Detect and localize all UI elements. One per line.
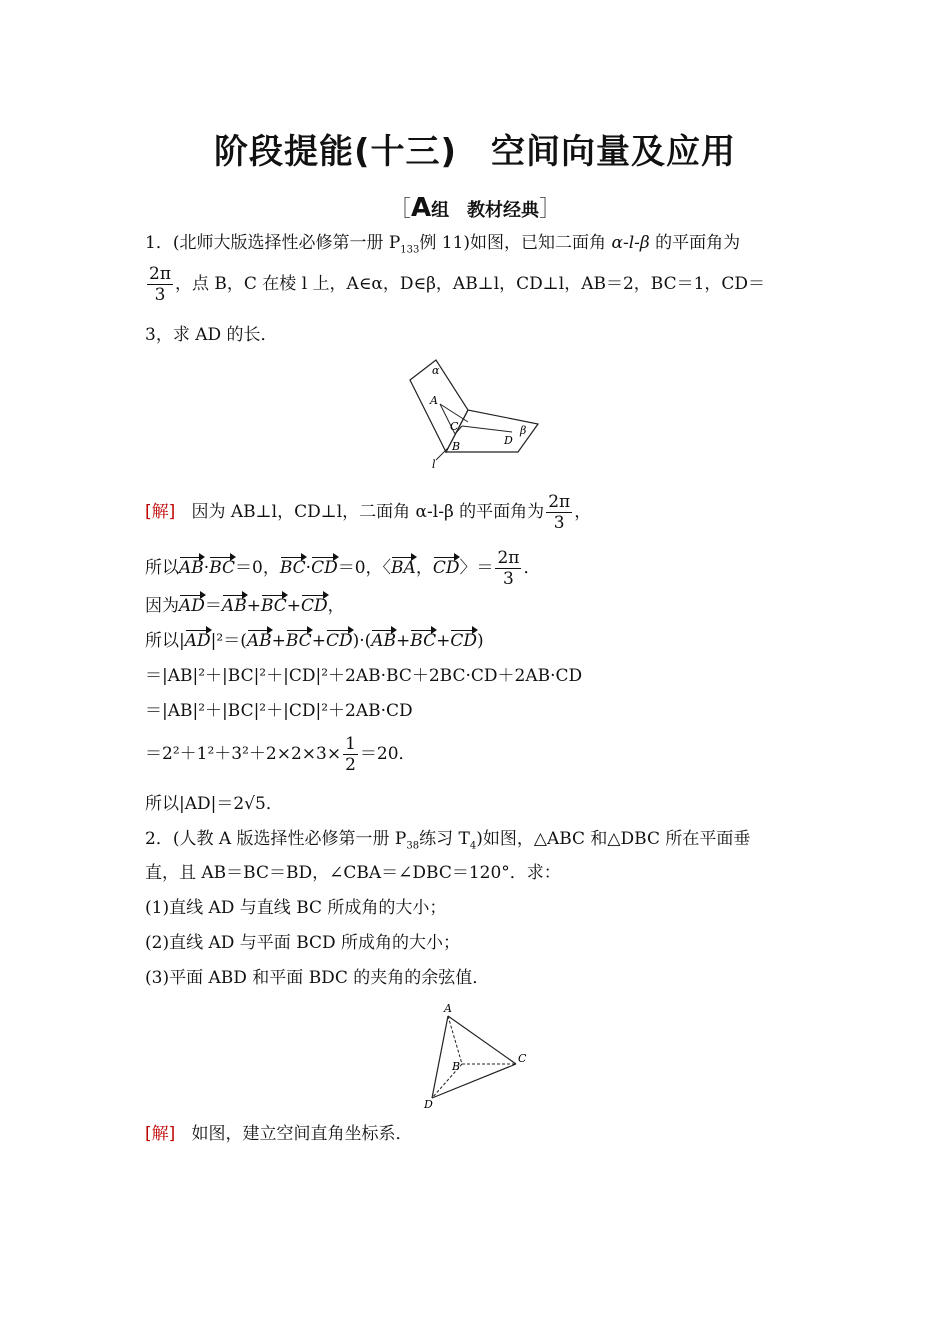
solution1-line5: ＝|AB|²＋|BC|²＋|CD|²＋2AB·BC＋2BC·CD＋2AB·CD: [145, 666, 583, 686]
fraction: $\frac{2\pi}{3}$: [149, 264, 171, 305]
solution1-line4: 所以|AD|²＝(AB+BC+CD)·(AB+BC+CD): [145, 631, 484, 651]
group-right-bracket: ］: [539, 197, 562, 222]
problem1-line1: 1．(北师大版选择性必修第一册 $P_{133}$例 11)如图，已知二面角 α-l-β 的平面角为: [145, 233, 741, 256]
label-B: B: [452, 1060, 461, 1073]
solution1-line1: [解] 因为 AB⊥l，CD⊥l，二面角 α-l-β 的平面角为 $\frac{2\pi}{3}$ ，: [145, 492, 592, 533]
title-main: 阶段提能(十三): [213, 132, 458, 172]
problem2-question3: (3)平面 ABD 和平面 BDC 的夹角的余弦值．: [145, 968, 490, 988]
solution1-line6: ＝|AB|²＋|BC|²＋|CD|²＋2AB·CD: [145, 701, 413, 721]
solution-tag: [解]: [145, 502, 176, 522]
label-C: C: [450, 420, 459, 433]
page-title: [0, 124, 950, 173]
dihedral-angle-figure: [400, 352, 550, 472]
problem2-line2: 直，且 AB＝BC＝BD，∠CBA＝∠DBC＝120°．求：: [145, 863, 561, 883]
group-badge: A: [410, 193, 432, 223]
solution-tag: [解]: [145, 1124, 176, 1144]
solution1-line2: 所以AB·BC＝0，BC·CD＝0，〈BA，CD〉＝ $\frac{2\pi}{3}$ ．: [145, 548, 541, 589]
title-sub: 空间向量及应用: [491, 132, 737, 172]
label-l: l: [432, 458, 436, 471]
solution1-line7: ＝2²＋1²＋3²＋2×2×3× $\frac{1}{2}$ ＝20．: [145, 734, 416, 775]
group-label: 组 教材经典: [431, 200, 540, 221]
label-B: B: [452, 440, 461, 453]
label-D: D: [424, 1098, 433, 1111]
group-left-bracket: ［: [388, 197, 411, 222]
label-C: C: [518, 1052, 527, 1065]
label-D: D: [504, 434, 513, 447]
label-A: A: [444, 1002, 452, 1015]
problem1-line2: $\frac{2\pi}{3}$ ，点 B，C 在棱 l 上，A∈α，D∈β，AB⊥l，CD⊥l，AB＝2，BC＝1，CD＝: [149, 264, 766, 305]
solution1-line8: 所以|AD|＝2√5．: [145, 794, 283, 814]
tetrahedron-figure: [418, 1000, 538, 1112]
problem2-question1: (1)直线 AD 与直线 BC 所成角的大小；: [145, 898, 447, 918]
label-beta: β: [520, 424, 527, 437]
label-alpha: α: [432, 364, 440, 377]
problem2-line1: 2．(人教 A 版选择性必修第一册 $P_{38}$练习 $T_4$)如图，△ABC 和△DBC 所在平面垂: [145, 829, 751, 852]
problem2-question2: (2)直线 AD 与平面 BCD 所成角的大小；: [145, 933, 461, 953]
label-A: A: [430, 394, 438, 407]
solution1-line3: 因为AD＝AB+BC+CD，: [145, 596, 345, 616]
group-header: [0, 192, 950, 223]
solution2-line1: [解] 如图，建立空间直角坐标系．: [145, 1124, 413, 1144]
problem1-line3: 3，求 AD 的长．: [145, 325, 278, 345]
